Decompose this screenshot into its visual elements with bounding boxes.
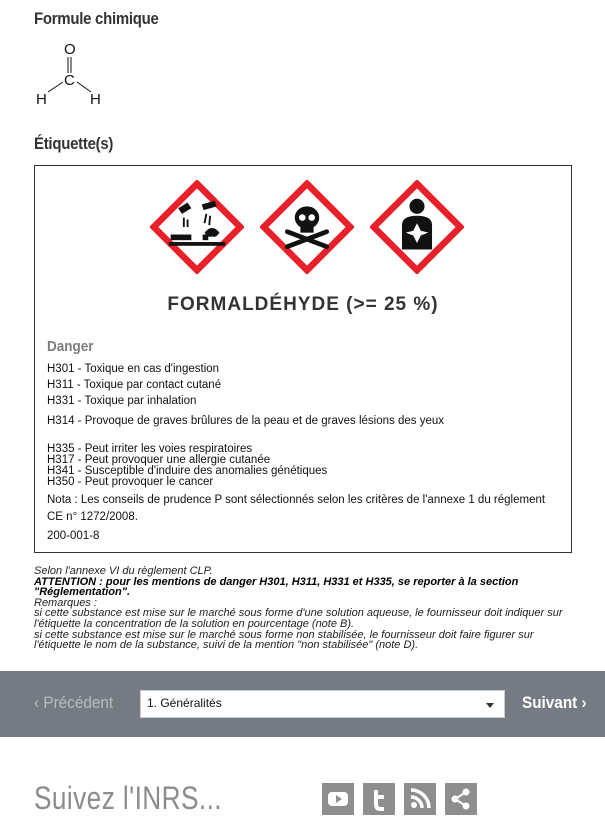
hazard-statement: H335 - Peut irriter les voies respiratoires: [47, 443, 253, 455]
atom-o: O: [64, 41, 76, 58]
atom-h-left: H: [36, 91, 47, 108]
pictogram-row: [35, 180, 571, 276]
hazard-statement: H301 - Toxique en cas d'ingestion: [47, 363, 220, 375]
ec-number: 200-001-8: [47, 530, 100, 542]
previous-button[interactable]: [34, 693, 113, 713]
chevron-down-icon: [486, 703, 494, 708]
section-select[interactable]: [140, 690, 505, 718]
next-label: Suivant: [522, 693, 578, 712]
substance-name: FORMALDÉHYDE (>= 25 %): [167, 294, 439, 315]
remark-b: si cette substance est mise sur le marché sous forme d'une solution aqueuse, le fournisseur doit indiquer sur l'étiquette la concentration de la solution en pourcentage (note B).: [34, 607, 563, 630]
attention-note: ATTENTION : pour les mentions de danger H301, H311, H331 et H335, se reporter à la section "Réglementation".: [34, 575, 519, 599]
signal-word: Danger: [47, 338, 94, 355]
skull-crossbones-pictogram-icon: [260, 180, 354, 274]
youtube-icon[interactable]: [322, 783, 354, 815]
section-select-value: 1. Généralités: [147, 696, 222, 710]
section-navigation: [0, 671, 605, 737]
hazard-statement: H317 - Peut provoquer une allergie cutanée: [47, 454, 271, 466]
hazard-statement: H314 - Provoque de graves brûlures de la peau et de graves lésions des yeux: [47, 415, 444, 427]
atom-h-right: H: [90, 91, 101, 108]
health-hazard-pictogram-icon: [370, 180, 464, 274]
twitter-icon[interactable]: [363, 783, 395, 815]
label-heading: Étiquette(s): [34, 134, 114, 153]
chevron-left-icon: ‹: [34, 693, 40, 712]
clp-reference: Selon l'annexe VI du règlement CLP.: [34, 565, 213, 577]
atom-c: C: [64, 72, 75, 89]
remarks-title: Remarques :: [34, 596, 97, 609]
prudence-note: Nota : Les conseils de prudence P sont sélectionnés selon les critères de l'annexe 1 du réglement CE n° 1272/2008.: [47, 494, 546, 523]
next-button[interactable]: [522, 693, 587, 713]
rss-icon[interactable]: [404, 783, 436, 815]
chevron-right-icon: ›: [581, 693, 587, 712]
remark-d: si cette substance est mise sur le marché sous forme non stabilisée, le fournisseur doit faire figurer sur l'étiquette le nom de la substance, suivi de la mention "non stabilisée" (note D).: [34, 628, 534, 652]
formaldehyde-structure: [30, 40, 110, 110]
corrosion-pictogram-icon: [150, 180, 244, 274]
hazard-statement: H341 - Susceptible d'induire des anomalies génétiques: [47, 465, 328, 477]
formula-heading: Formule chimique: [34, 9, 159, 28]
hazard-statement: H331 - Toxique par inhalation: [47, 395, 197, 407]
hazard-label: [34, 165, 572, 553]
follow-heading: Suivez l'INRS...: [34, 780, 223, 816]
previous-label: Précédent: [43, 693, 114, 712]
regulation-notes: [34, 566, 574, 651]
share-icon[interactable]: [445, 783, 477, 815]
hazard-statement: H350 - Peut provoquer le cancer: [47, 476, 214, 488]
hazard-statement: H311 - Toxique par contact cutané: [47, 379, 222, 391]
